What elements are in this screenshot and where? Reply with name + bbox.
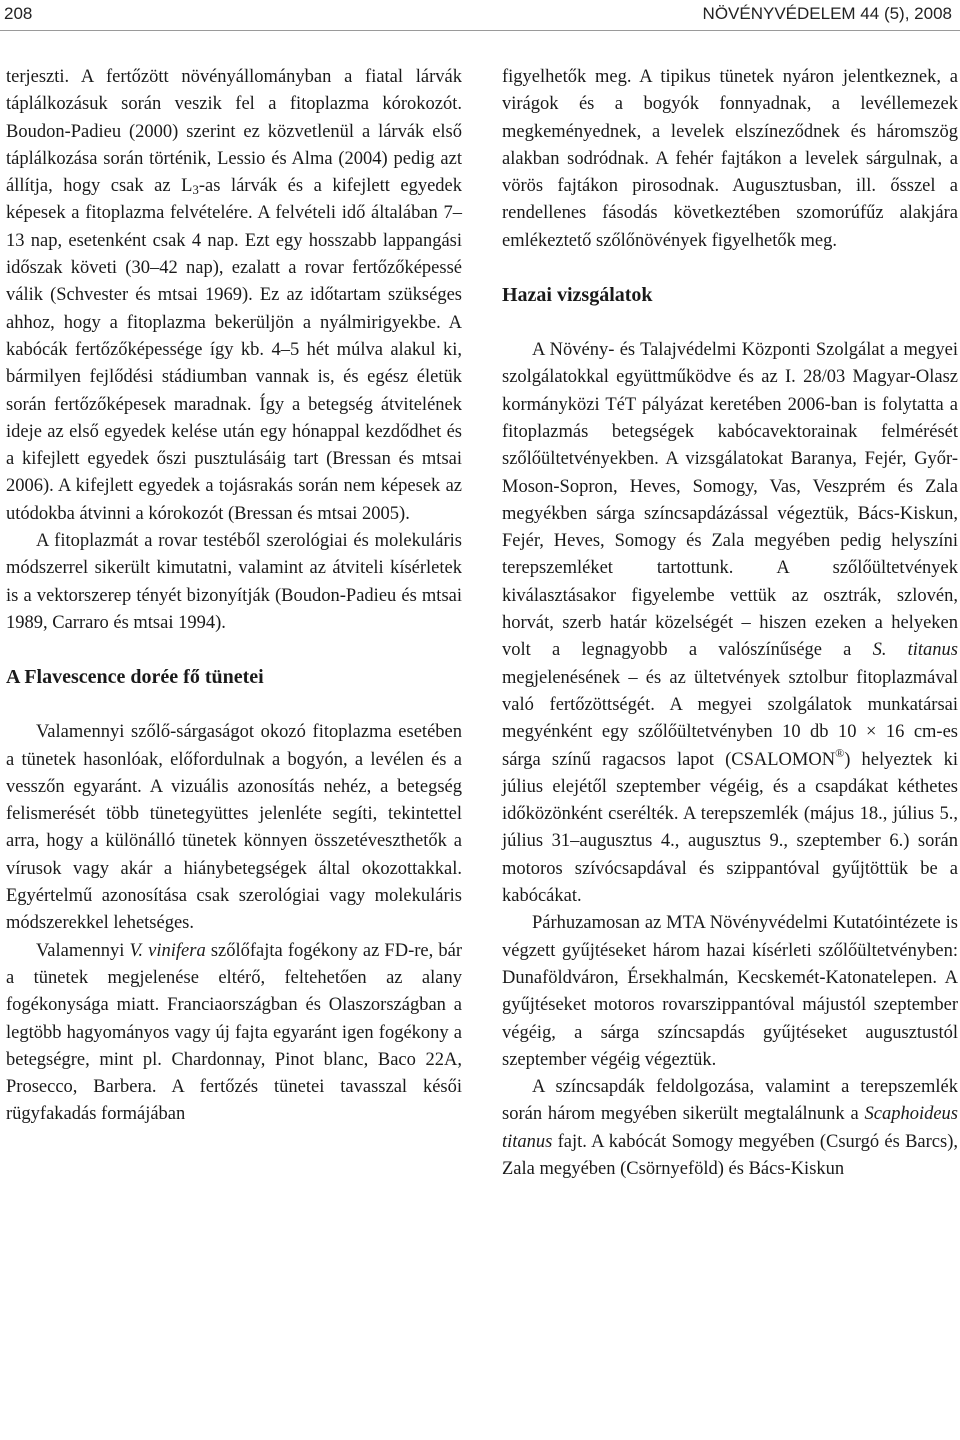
left-column bbox=[6, 64, 462, 1129]
journal-reference: NÖVÉNYVÉDELEM 44 (5), 2008 bbox=[702, 4, 952, 23]
paragraph-symptoms: Valamennyi szőlő-sárgaságot okozó fitoplazma esetében a tünetek hasonlóak, előfordulnak a bogyón, a levélen és a vesszőn egyaránt. A vizuális azonosítás nehéz, a betegség felismerését több tünetegyüttes jelenléte segíti, tekintettel arra, hogy a különálló tünetek könnyen összetéveszthetők a vírusok vagy akár a hiánybetegségek által okozottakkal. Egyértelmű azonosítása csak szerológiai vagy molekuláris módszerekkel lehetséges. bbox=[6, 722, 462, 934]
right-column bbox=[502, 64, 958, 1183]
page-number: 208 bbox=[4, 4, 33, 23]
paragraph-typical-symptoms: figyelhetők meg. A tipikus tünetek nyáron jelentkeznek, a virágok és a bogyók fonnyadnak, a levéllemezek megkeményednek, a levelek elszíneződnek és háromszög alakban sodródnak. A fehér fajtákon a levelek sárgulnak, a vörös fajtákon pirosodnak. Augusztusban, ill. ősszel a rendellenes fásodás következtében szomorúfűz alakjára emlékeztető szőlőnövények figyelhetők meg. bbox=[502, 67, 958, 251]
section-heading-symptoms: A Flavescence dorée fő tünetei bbox=[6, 666, 264, 689]
paragraph-susceptibility: Valamennyi V. vinifera szőlőfajta fogékony az FD-re, bár a tünetek megjelenése eltérő, feltehetően az alany fogékonysága miatt. Franciaországban és Olaszországban a legtöbb hagyományos vagy új fajta egyaránt igen fogékony a betegségre, mint pl. Chardonnay, Pinot blanc, Baco 22A, Prosecco, Barbera. A fertőzés tünetei tavasszal késői rügyfakadás formájában bbox=[6, 940, 462, 1125]
paragraph-findings: A színcsapdák feldolgozása, valamint a terepszemlék során három megyében sikerült megtalálnunk a Scaphoideus titanus fajt. A kabócát Somogy megyében (Csurgó és Barcs), Zala megyében (Csörnyeföld) és Bács-Kiskun bbox=[502, 1077, 958, 1179]
paragraph-parallel-collection: Párhuzamosan az MTA Növényvédelmi Kutatóintézete is végzett gyűjtéseket három hazai kísérleti szőlőültetvényben: Dunaföldváron, Érsekhalmán, Kecskemét-Katonatelepen. A gyűjtéseket motoros rovarszippantóval májustól szeptember végéig, a sárga színcsapdás gyűjtéseket augusztustól szeptember végéig végeztük. bbox=[502, 913, 958, 1070]
paragraph-detection: A fitoplazmát a rovar testéből szerológiai és molekuláris módszerrel sikerült kimutatni, valamint az átviteli kísérletek is a vektorszerep tényét bizonyítják (Boudon-Padieu és mtsai 1989, Carraro és mtsai 1994). bbox=[6, 531, 462, 633]
section-heading-domestic-studies: Hazai vizsgálatok bbox=[502, 284, 653, 307]
paragraph-transmission: terjeszti. A fertőzött növényállományban a fiatal lárvák táplálkozásuk során veszik fel a fitoplazma kórokozót. Boudon-Padieu (2000) szerint ez közvetlenül a lárvák első táplálkozása során történik, Lessio és Alma (2004) pedig azt állítja, hogy csak az $L_3-as$ lárvák és a kifejlett egyedek képesek a fitoplazma felvételére. A felvételi idő általában 7–13 nap, esetenként csak 4 nap. Ezt egy hosszabb lappangási időszak követi (30–42 nap), ezalatt a rovar fertőzőképessé válik (Schvester és mtsai 1969). Ez az időtartam szükséges ahhoz, hogy a fitoplazma bekerüljön a nyálmirigyekbe. A kabócák fertőzőképessége így kb. 4–5 hét múlva alakul ki, bármilyen fejlődési stádiumban vannak is, és egész életük során fertőzőképesek maradnak. Így a betegség átvitelének ideje az első egyedek kelése után egy hónappal kezdődhet és a kifejlett egyedek őszi pusztulásáig tart (Bressan és mtsai 2006). A kifejlett egyedek a tojásrakás során nem képesek az utódokba átvinni a kórokozót (Bressan és mtsai 2005). bbox=[6, 67, 462, 524]
paragraph-survey: A Növény- és Talajvédelmi Központi Szolgálat a megyei szolgálatokkal együttműködve és az I. 28/03 Magyar-Olasz kormányközi TéT pályázat keretében 2006-ban is folytatta a fitoplazmás betegségek kabócavektorainak felmérését szőlőültetvényekben. A vizsgálatokat Baranya, Fejér, Győr-Moson-Sopron, Heves, Somogy, Vas, Veszprém és Zala megyékben sárga színcsapdázással végeztük, Bács-Kiskun, Fejér, Heves, Somogy és Zala megyében pedig helyszíni terepszemléket tartottunk. A szőlőültetvények kiválasztásakor figyelembe vettük az osztrák, szlovén, horvát, szerb határ közelségét – hiszen ezeken a helyeken volt a legnagyobb a valószínűsége a S. titanus megjelenésének – és az ültetvények sztolbur fitoplazmával való fertőzöttségét. A megyei szolgálatok munkatársai megyénként egy szőlőültetvényben 10 db 10 × 16 cm-es sárga színű ragacsos lapot (CSALOMON®) helyeztek ki július elejétől szeptember végéig, és a csapdákat kéthetes időközönként cserélték. A terepszemlék (május 18., július 5., július 31–augusztus 4., augusztus 9., szeptember 6.) során motoros szívócsapdával és szippantóval gyűjtöttük be a kabócákat. bbox=[502, 340, 959, 907]
header-divider bbox=[0, 30, 960, 31]
running-header bbox=[4, 4, 952, 26]
